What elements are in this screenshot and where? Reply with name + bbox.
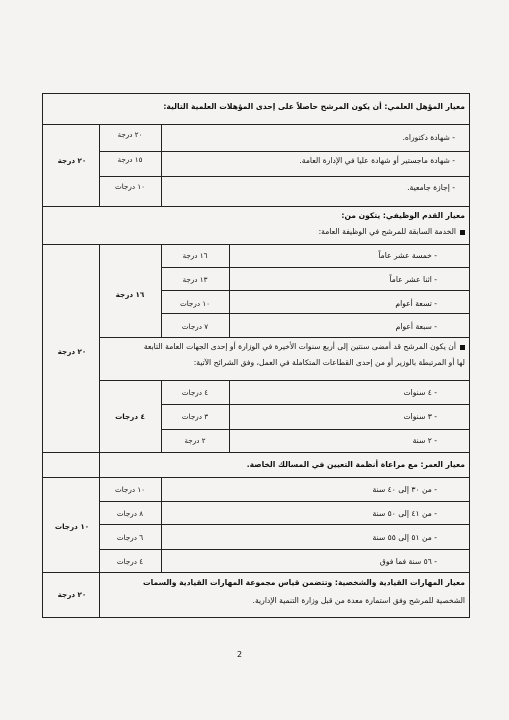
leadership-text: الشخصية للمرشح وفق استمارة معدة من قبل وزارة التنمية الإدارية. <box>252 596 465 605</box>
recent-years-item: - ٣ سنوات <box>403 412 437 421</box>
divider <box>43 477 469 478</box>
row-score: ١٣ درجة <box>182 275 208 284</box>
sub-criterion-service <box>319 227 465 237</box>
divider <box>43 124 469 125</box>
divider <box>99 524 470 525</box>
row-score: ١٥ درجة <box>117 155 143 164</box>
divider <box>99 124 100 207</box>
total-score: ٢٠ درجة <box>57 156 87 165</box>
divider <box>99 151 470 152</box>
row-score: ١٠ درجات <box>179 299 211 308</box>
qualification-item: - شهادة دكتوراه. <box>402 133 455 142</box>
service-item: - تسعة أعوام <box>395 299 437 308</box>
divider <box>99 572 100 618</box>
divider <box>161 290 470 291</box>
row-score: ١٦ درجة <box>182 251 208 260</box>
row-score: ١٠ درجات <box>114 485 146 494</box>
row-score: ٨ درجات <box>116 509 144 518</box>
divider <box>43 572 469 573</box>
row-score: ٧ درجات <box>181 322 209 331</box>
sub-criterion-recent <box>103 341 465 369</box>
sub-criterion-line <box>103 341 465 353</box>
divider <box>229 380 230 452</box>
divider <box>43 244 469 245</box>
age-item: - من ٤١ إلى ٥٠ سنة <box>372 509 437 518</box>
bullet-icon <box>460 345 465 350</box>
divider <box>99 337 470 338</box>
sub-criterion-text: أن يكون المرشح قد أمضى سنتين إلى أربع سنوات الأخيرة في الوزارة أو إحدى الجهات العامة التابعة <box>143 342 456 351</box>
total-score: ١٠ درجات <box>54 522 90 531</box>
divider <box>161 380 162 452</box>
divider <box>161 404 470 405</box>
leadership-criterion <box>103 577 465 607</box>
age-item: - ٥٦ سنة فما فوق <box>379 557 437 566</box>
sub-criterion-line: لها أو المرتبطة بالوزير أو من إحدى القطاعات المتكاملة في العمل، وفق الشرائح الآتية: <box>193 358 465 367</box>
qualification-item: - شهادة ماجستير أو شهادة عليا في الإدارة العامة. <box>299 156 455 165</box>
section-heading-qualification: معيار المؤهل العلمي: أن يكون المرشح حاصلاً على إحدى المؤهلات العلمية التالية: <box>163 102 465 111</box>
age-item: - من ٣٠ إلى ٤٠ سنة <box>372 485 437 494</box>
row-score: ١٠ درجات <box>114 182 146 191</box>
service-item: - سبعة أعوام <box>395 322 437 331</box>
section-heading-seniority: معيار القدم الوظيفي: يتكون من: <box>341 211 465 220</box>
subtotal-score: ١٦ درجة <box>115 290 145 299</box>
bullet-icon <box>460 230 465 235</box>
leadership-text: معيار المهارات القيادية والشخصية: وتتضمن قياس مجموعة المهارات القيادية والسمات <box>143 578 465 587</box>
recent-years-item: - ٤ سنوات <box>403 388 437 397</box>
divider <box>43 452 469 453</box>
row-score: ٢٠ درجة <box>117 130 143 139</box>
age-item: - من ٥١ إلى ٥٥ سنة <box>372 533 437 542</box>
row-score: ٤ درجات <box>116 557 144 566</box>
divider <box>99 501 470 502</box>
divider <box>99 176 470 177</box>
criteria-table <box>42 93 470 618</box>
divider <box>99 380 470 381</box>
row-score: ٤ درجات <box>181 388 209 397</box>
divider <box>161 267 470 268</box>
total-score: ٢٠ درجة <box>57 590 87 599</box>
divider <box>161 313 470 314</box>
divider <box>161 429 470 430</box>
section-heading-age: معيار العمر: مع مراعاة أنظمة التعيين في المسالك الخاصة. <box>246 460 465 469</box>
divider <box>99 549 470 550</box>
page-number: 2 <box>237 650 243 659</box>
row-score: ٢ درجة <box>184 436 206 445</box>
qualification-item: - إجازة جامعية. <box>407 183 455 192</box>
row-score: ٣ درجات <box>181 412 209 421</box>
divider <box>161 124 162 207</box>
recent-years-item: - ٢ سنة <box>412 436 437 445</box>
divider <box>43 206 469 207</box>
service-item: - خمسة عشر عاماً <box>378 251 437 260</box>
service-item: - اثنا عشر عاماً <box>389 275 437 284</box>
total-score: ٢٠ درجة <box>57 347 87 356</box>
row-score: ٦ درجات <box>116 533 144 542</box>
sub-criterion-label: الخدمة السابقة للمرشح في الوظيفة العامة: <box>318 227 456 236</box>
subtotal-score: ٤ درجات <box>115 412 145 421</box>
